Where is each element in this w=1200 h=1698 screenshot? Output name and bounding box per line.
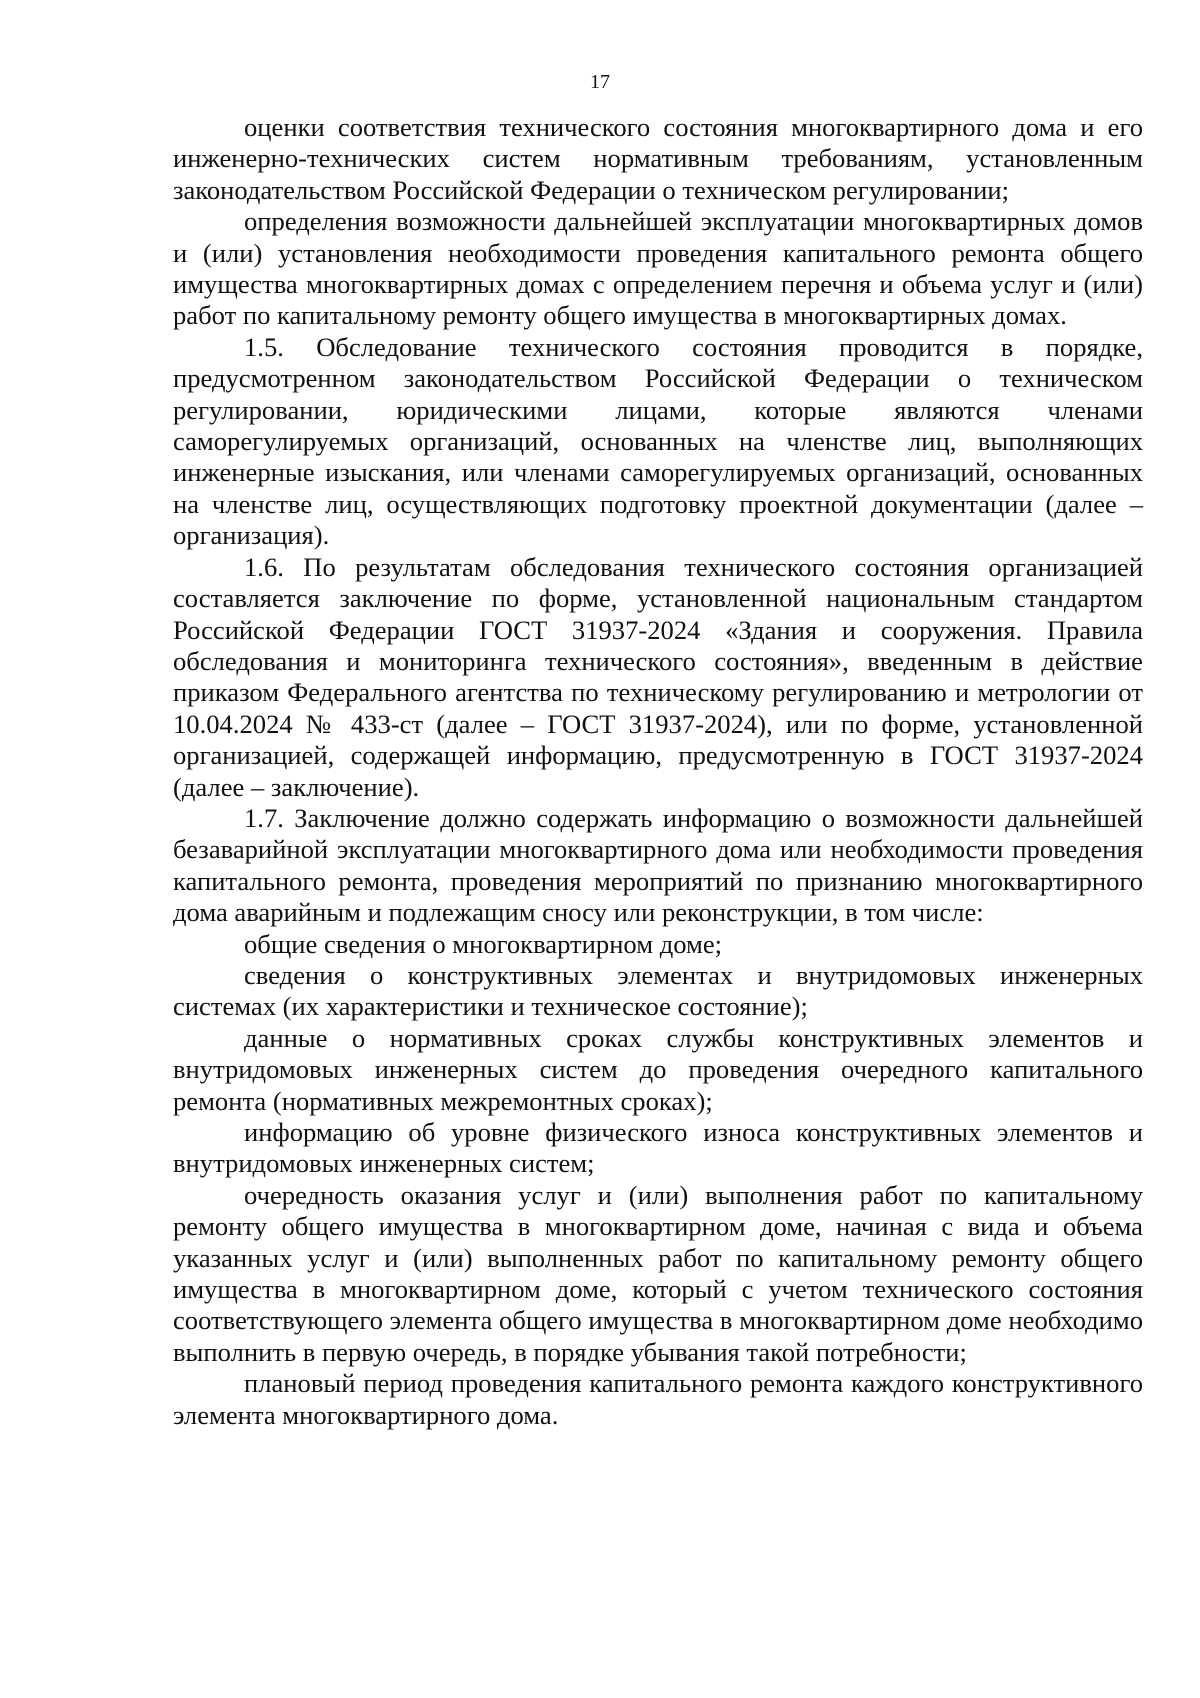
- document-body: [173, 112, 1143, 1431]
- list-item-general-info: общие сведения о многоквартирном доме;: [244, 928, 723, 959]
- page-number: 17: [590, 71, 610, 93]
- paragraph-1-5: 1.5. Обследование технического состояния проводится в порядке, предусмотренном законодательством Российской Федерации о техническом регулировании, юридическими лицами, которые являются членами саморегулируемых организаций, основанных на членстве лиц, выполняющих инженерные изыскания, или членами саморегулируемых организаций, основанных на членстве лиц, осуществляющих подготовку проектной документации (далее – организация).: [173, 331, 1143, 551]
- list-item-physical-wear: информацию об уровне физического износа конструктивных элементов и внутридомовых инженерных систем;: [173, 1117, 1143, 1179]
- list-item-repair-order: очередность оказания услуг и (или) выполнения работ по капитальному ремонту общего имущества в многоквартирном доме, начиная с вида и объема указанных услуг и (или) выполненных работ по капитальному ремонту общего имущества в многоквартирном доме, который с учетом технического состояния соответствующего элемента общего имущества в многоквартирном доме необходимо выполнить в первую очередь, в порядке убывания такой потребности;: [173, 1179, 1143, 1367]
- paragraph-1-7: 1.7. Заключение должно содержать информацию о возможности дальнейшей безаварийной эксплуатации многоквартирного дома или необходимости проведения капитального ремонта, проведения мероприятий по признанию многоквартирного дома аварийным и подлежащим сносу или реконструкции, в том числе:: [173, 802, 1143, 928]
- paragraph-determination-possibility: определения возможности дальнейшей эксплуатации многоквартирных домов и (или) установления необходимости проведения капитального ремонта общего имущества многоквартирных домах с определением перечня и объема услуг и (или) работ по капитальному ремонту общего имущества в многоквартирных домах.: [173, 206, 1143, 331]
- list-item-planned-period: плановый период проведения капитального ремонта каждого конструктивного элемента многоквартирного дома.: [173, 1368, 1143, 1430]
- paragraph-1-6: 1.6. По результатам обследования технического состояния организацией составляется заключение по форме, установленной национальным стандартом Российской Федерации ГОСТ 31937-2024 «Здания и сооружения. Правила обследования и мониторинга технического состояния», введенным в действие приказом Федерального агентства по техническому регулированию и метрологии от 10.04.2024 № 433-ст (далее – ГОСТ 31937-2024), или по форме, установленной организацией, содержащей информацию, предусмотренную в ГОСТ 31937-2024 (далее – заключение).: [173, 551, 1143, 802]
- list-item-service-life: данные о нормативных сроках службы конструктивных элементов и внутридомовых инженерных систем до проведения очередного капитального ремонта (нормативных межремонтных сроках);: [173, 1022, 1143, 1116]
- list-item-structural-elements: сведения о конструктивных элементах и внутридомовых инженерных системах (их характеристики и техническое состояние);: [173, 959, 1143, 1022]
- paragraph-assessment-compliance: оценки соответствия технического состояния многоквартирного дома и его инженерно-технических систем нормативным требованиям, установленным законодательством Российской Федерации о техническом регулировании;: [173, 112, 1143, 205]
